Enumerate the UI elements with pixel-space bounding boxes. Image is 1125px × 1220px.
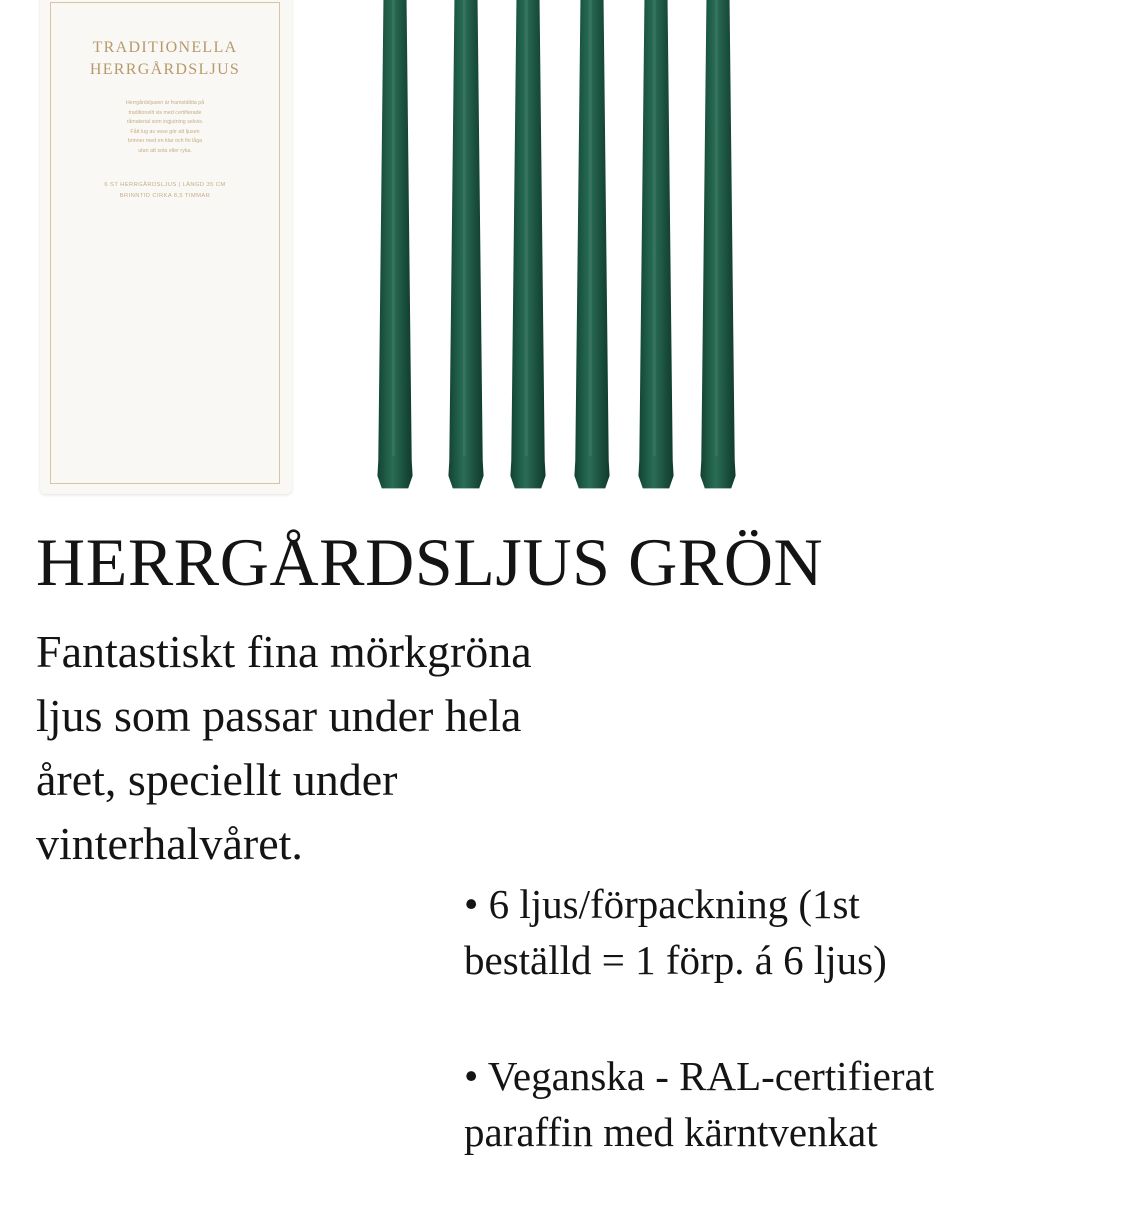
package-description-line: Fått lug av vese gör att ljusen — [130, 128, 200, 135]
product-title: HERRGÅRDSLJUS GRÖN — [36, 524, 824, 600]
product-image — [0, 0, 1125, 500]
feature-item-pack-size — [464, 876, 1104, 988]
package-description-line: Herrgårdsljusen är framställda på — [125, 100, 205, 106]
package-spec-line: BRINNTID CIRKA 8,5 TIMMAR — [119, 193, 211, 199]
green-candle-6 — [696, 0, 740, 496]
product-features-list — [464, 876, 1104, 1220]
package-specification — [65, 180, 265, 202]
package-title-line-1: TRADITIONELLA — [92, 39, 238, 56]
feature-item-vegan — [464, 1048, 1104, 1160]
product-description-line: året, speciellt under — [36, 754, 398, 805]
feature-line: • Veganska - RAL-certifierat — [464, 1053, 935, 1099]
feature-line: beställd = 1 förp. á 6 ljus) — [464, 937, 887, 983]
product-description-line: Fantastiskt fina mörkgröna — [36, 626, 532, 677]
green-candle-4 — [570, 0, 614, 496]
package-description-line: traditionellt vis med certifierade — [128, 109, 202, 116]
candle-package-box — [40, 0, 292, 494]
green-candle-5 — [634, 0, 678, 496]
product-description-line: ljus som passar under hela — [36, 690, 522, 741]
green-candle-3 — [506, 0, 550, 496]
feature-line: • 6 ljus/förpackning (1st — [464, 881, 860, 927]
package-description — [81, 99, 249, 156]
feature-line: paraffin med kärntvenkat — [464, 1109, 878, 1155]
package-description-line: brinner med en klar och fin låga — [127, 138, 203, 144]
package-title — [51, 37, 279, 81]
package-description-line: råmaterial som ingjutning sekvis. — [126, 119, 204, 125]
product-description — [36, 620, 736, 876]
package-label-frame — [50, 2, 280, 484]
package-spec-line: 6 ST HERRGÅRDSLJUS | LÄNGD 35 CM — [104, 182, 226, 188]
green-candle-2 — [444, 0, 488, 496]
package-description-line: utan att sota eller ryka. — [138, 147, 192, 154]
package-title-line-2: HERRGÅRDSLJUS — [89, 61, 241, 78]
green-candle-1 — [373, 0, 417, 496]
product-description-line: vinterhalvåret. — [36, 818, 303, 869]
